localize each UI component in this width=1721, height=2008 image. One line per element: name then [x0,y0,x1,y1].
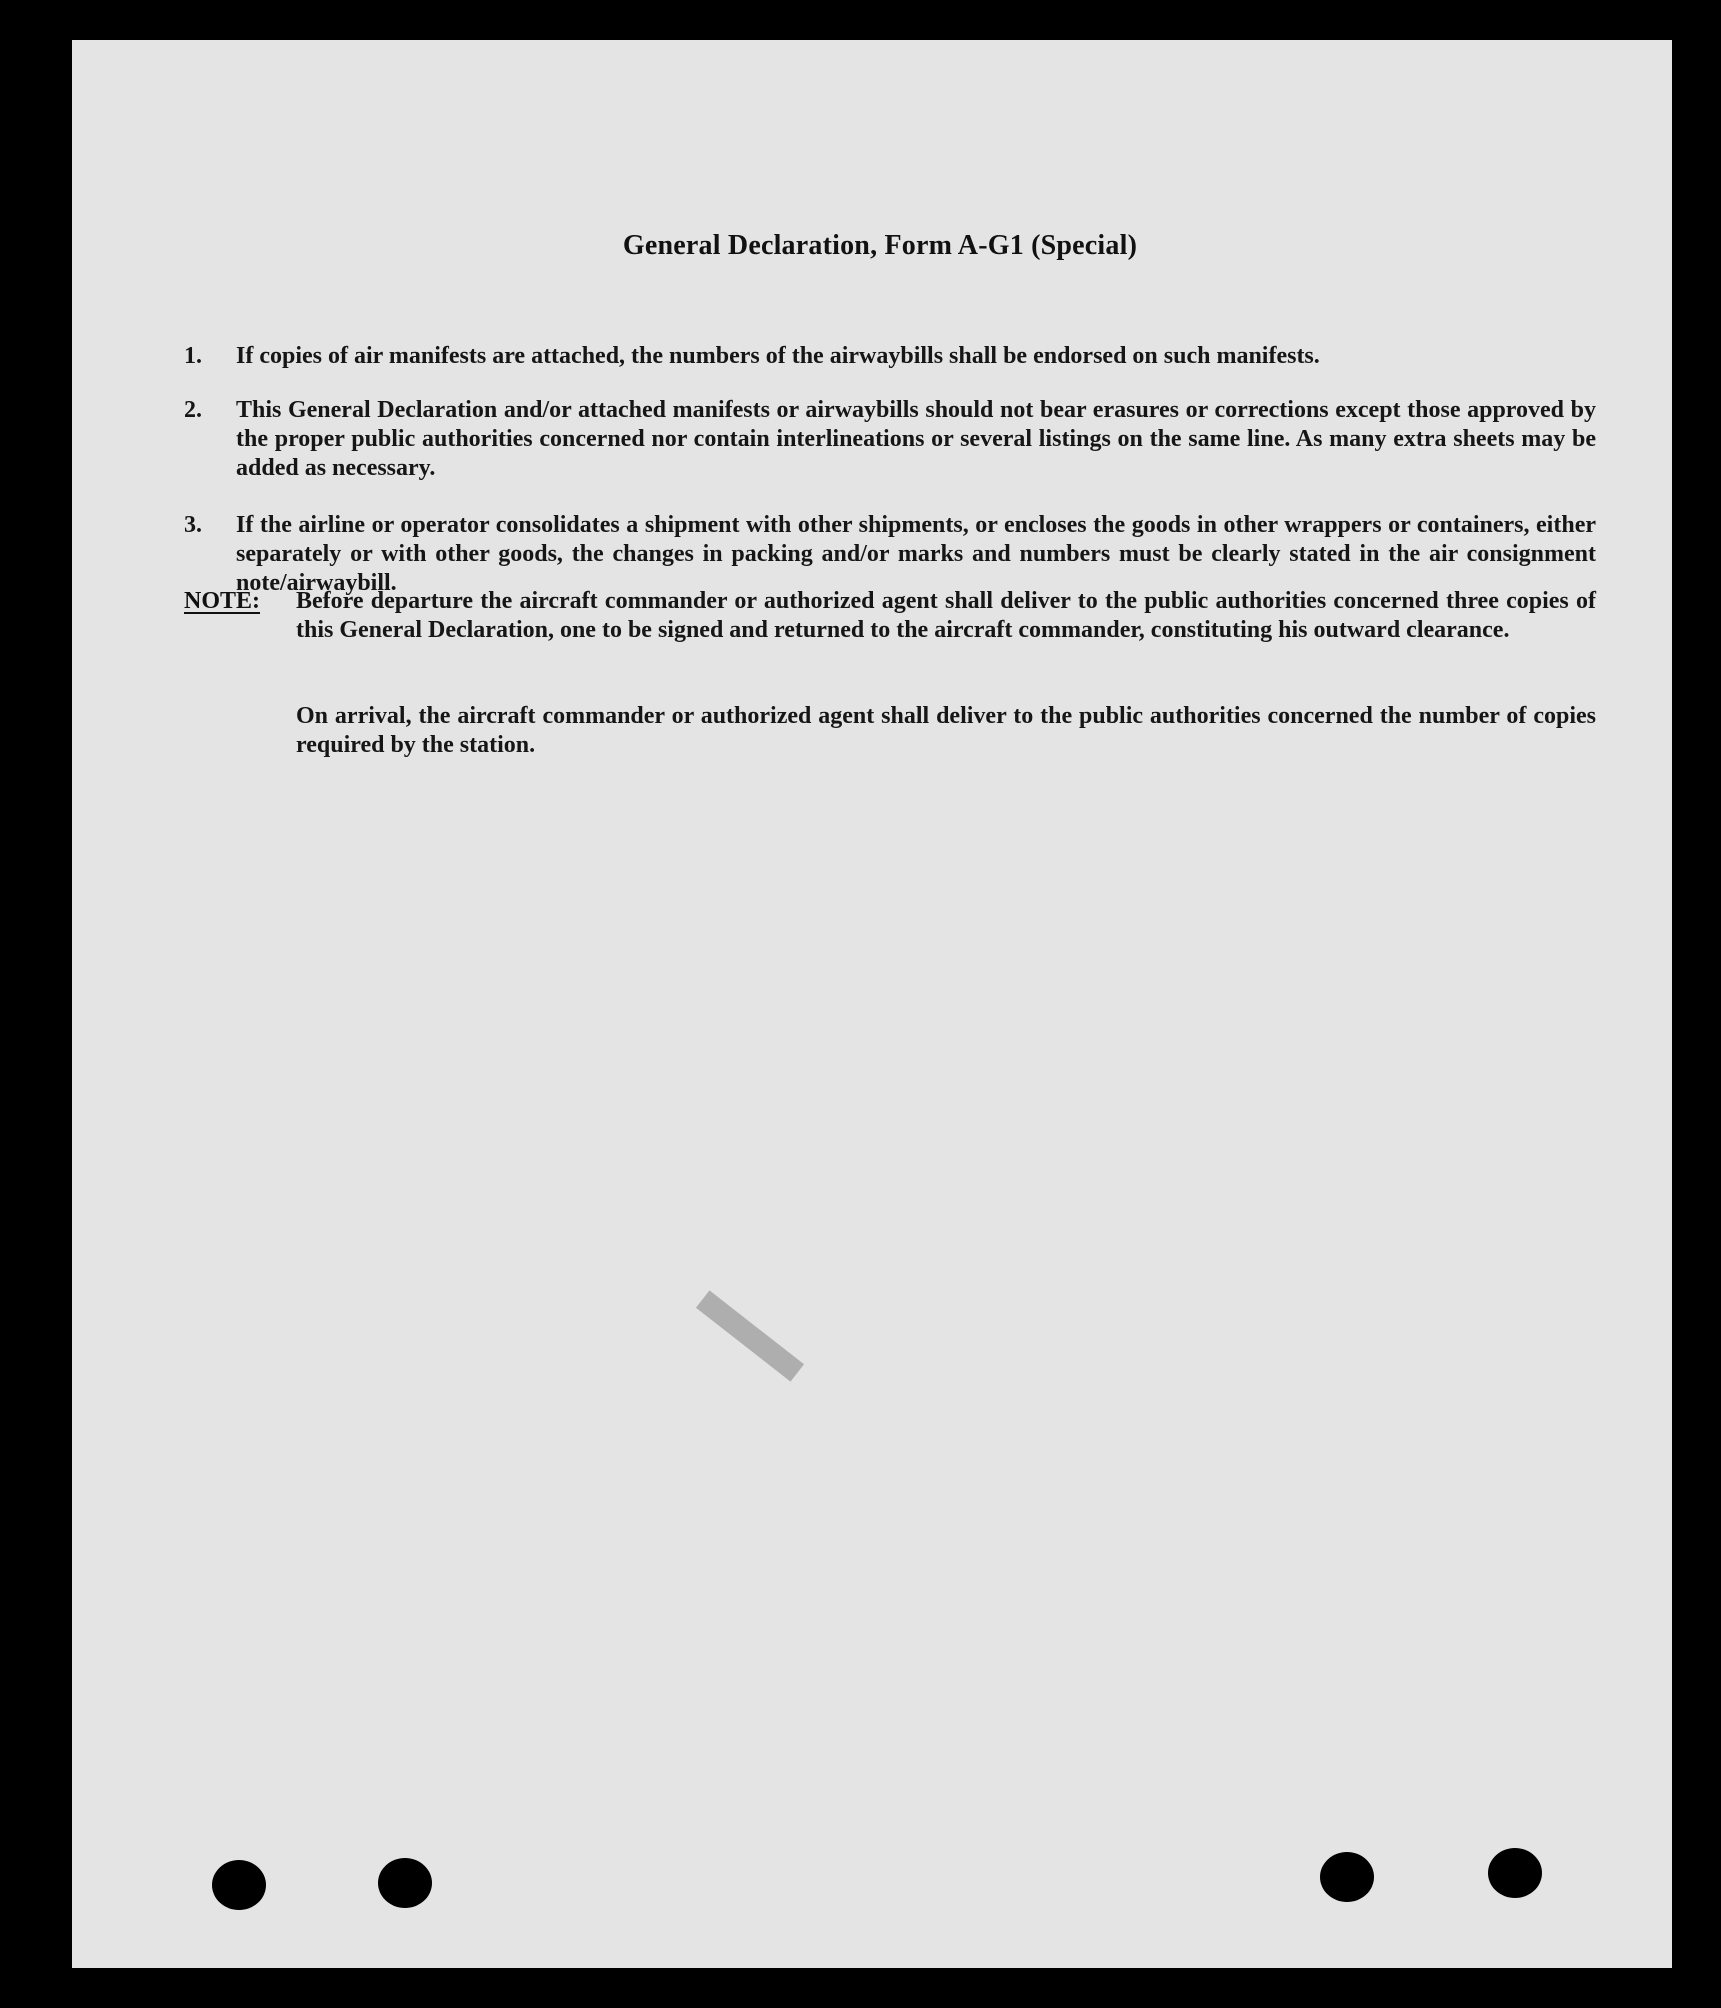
item-number: 3. [184,512,202,538]
document-title: General Declaration, Form A-G1 (Special) [622,230,1138,261]
punch-hole [1320,1852,1374,1902]
punch-hole [378,1858,432,1908]
list-item [184,511,1596,598]
list-item [184,342,1596,371]
punch-hole [212,1860,266,1910]
punch-hole [1488,1848,1542,1898]
item-text: If the airline or operator consolidates a shipment with other shipments, or encloses the goods in other wrappers or containers, either separately or with other goods, the changes in packing and/or marks and numbers must be clearly stated in the air consignment note/airwaybill. [236,512,1596,596]
list-item [184,396,1596,483]
note-label: NOTE: [184,588,261,614]
note-paragraph: On arrival, the aircraft commander or authorized agent shall deliver to the public authorities concerned the number of copies required by the station. [296,703,1596,758]
note-paragraph: Before departure the aircraft commander or authorized agent shall deliver to the public authorities concerned three copies of this General Declaration, one to be signed and returned to the aircraft commander, constituting his outward clearance. [296,588,1596,643]
stamp-mark [696,1290,804,1381]
item-number: 1. [184,343,202,369]
document-page [72,40,1672,1968]
item-text: This General Declaration and/or attached manifests or airwaybills should not bear erasures or corrections except those approved by the proper public authorities concerned nor contain interlineations or several listings on the same line. As many extra sheets may be added as necessary. [236,397,1596,481]
item-number: 2. [184,397,202,423]
item-text: If copies of air manifests are attached, the numbers of the airwaybills shall be endorsed on such manifests. [236,343,1320,369]
